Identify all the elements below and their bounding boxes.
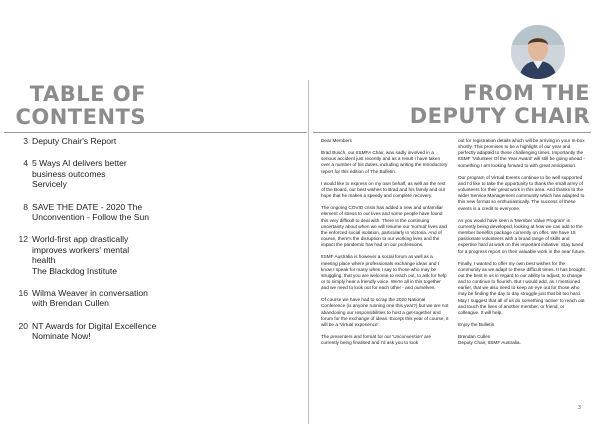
article-column-1 bbox=[321, 138, 449, 352]
toc-title-line-1: TABLE OF bbox=[29, 82, 146, 106]
toc-entry[interactable] bbox=[4, 136, 304, 146]
person-icon bbox=[511, 25, 565, 79]
toc-page-number: 3 bbox=[23, 136, 28, 146]
paragraph: The presenters and format for our 'Unconvention' are currently being finalised and I'd ask you to look bbox=[321, 334, 431, 346]
toc-entry-text bbox=[32, 321, 304, 342]
toc-entry-line: with Brendan Cullen bbox=[32, 298, 109, 309]
toc-page-number: 12 bbox=[18, 234, 28, 245]
toc-page-number: 16 bbox=[18, 288, 28, 299]
paragraph: I would like to express on my own behalf, as well as the rest of the Board, our best wishes to Brad and his family and our hope that he makes a speedy and complete recovery. bbox=[321, 180, 446, 199]
toc-entry-line: 5 Ways AI delivers better bbox=[32, 158, 127, 169]
portrait-photo bbox=[511, 25, 565, 79]
toc-entry-line: The Blackdog Institute bbox=[32, 265, 118, 276]
toc-entry-line: Deputy Chair's Report bbox=[32, 136, 117, 146]
toc-entry-line: NT Awards for Digital Excellence bbox=[32, 320, 157, 331]
paragraph: As you would have seen a 'Member Value Program' is currently being developed, looking at how we can add to the member benefits package currently on offer. We have 15 passionate volunteers with a broad range of skills and expertise hard at work on this important initiative. Stay tuned for a progress report on their valuable work in the near future. bbox=[458, 217, 586, 254]
toc-page-number: 4 bbox=[23, 158, 28, 169]
paragraph: Enjoy the Bulletin. bbox=[458, 322, 496, 328]
toc-entry-text bbox=[32, 288, 304, 309]
toc-entry[interactable] bbox=[4, 158, 304, 189]
paragraph: Our program of Virtual Events continue to be well supported and I'd like to take the opportunity to thank the small army of volunteers for their great work in this area. And thanks to the wider Service Management community which has adapted to this new format so enthusiastically. The success of these events is a credit to everyone. bbox=[458, 174, 585, 211]
paragraph: out for registration details which will be arriving in your In-box shortly. This promises to be a highlight of our year and perfectly adapted to these challenging times. Importantly the ItSMF 'Volunteer Of the Year Award' will still be going ahead - something I am looking forward to with great anticipation. bbox=[458, 138, 585, 168]
toc-page-number: 8 bbox=[23, 201, 28, 212]
paragraph: Brad Busch, our ItSMFA Chair, was sadly involved in a serious accident just recently and as a result I have taken over a number of his duties, including writing the Introductory report for this edition of The Bulletin. bbox=[321, 150, 448, 174]
toc-entry-line: health bbox=[32, 255, 56, 266]
toc-entry-text bbox=[32, 136, 304, 146]
paragraph: The ongoing COVID crisis has added a new and unfamiliar element of stress to our lives and some people have found this very difficult to deal with. There is the continuing uncertainty about when we will resume our 'normal' lives and the enforced social isolation, particularly in Victoria. And of course, there's the disruption to our working lives and the impact the pandemic has had on our professions. bbox=[321, 205, 447, 248]
toc-page-number: 20 bbox=[18, 320, 28, 331]
paragraph: ItSMF Australia is however a social forum as well as a meeting place where professionals exchange ideas and I know I speak for many when I say to those who may be struggling, that you are welcome to reach out, to ask for help or to simply hear a friendly voice. We're all in this together and we need to look out for each other - and ourselves. bbox=[321, 254, 447, 291]
toc-entry-line: Unconvention - Follow the Sun bbox=[32, 212, 150, 223]
paragraph: Dear Members bbox=[321, 138, 352, 143]
article-title-line-2: DEPUTY CHAIR bbox=[409, 104, 590, 128]
article-title bbox=[312, 82, 590, 128]
toc-list bbox=[4, 136, 304, 354]
toc-title-line-2: CONTENTS bbox=[15, 105, 146, 129]
toc-entry[interactable] bbox=[4, 321, 304, 342]
toc-entry-text bbox=[32, 158, 304, 189]
column-divider bbox=[308, 80, 309, 424]
toc-entry-line: business outcomes bbox=[32, 168, 106, 179]
toc-title bbox=[4, 83, 146, 129]
toc-entry-text bbox=[32, 234, 304, 276]
article-divider bbox=[313, 132, 591, 133]
signature-block: Brendan Cullen Deputy Chair, ItSMF Australia. bbox=[458, 334, 521, 346]
paragraph: Finally, I wanted to offer my own best wishes for the community as we adapt to these difficult times. It has brought out the best in us in regard to our ability to adjust, to change and to continue to flourish. But I would add, as I mentioned earlier, that we also need to keep an eye out for those who may be finding the day to day struggle just that bit too hard. May I suggest that all of us do something 'active' to reach out and touch the lives of another member, or friend, or colleague. It will help. bbox=[458, 260, 585, 315]
toc-entry[interactable] bbox=[4, 202, 304, 223]
paragraph: Of course we have had to scrap the 2020 National Conference (is anyone running one this year?) but we are not abandoning our responsibilities to host a get-together and forum for the exchange of ideas. Except this year of course, it will be a 'Virtual experience'. bbox=[321, 297, 449, 327]
page-number: 3 bbox=[578, 405, 581, 411]
toc-entry-line: World-first app drastically bbox=[32, 234, 129, 245]
toc-entry-line: Servicely bbox=[32, 179, 67, 190]
toc-entry[interactable] bbox=[4, 234, 304, 276]
article-column-2 bbox=[458, 138, 586, 353]
toc-entry-line: Nominate Now! bbox=[32, 331, 91, 342]
article-title-line-1: FROM THE bbox=[463, 81, 590, 105]
toc-entry-line: SAVE THE DATE - 2020 The bbox=[32, 201, 143, 212]
toc-divider bbox=[4, 132, 307, 133]
toc-entry-line: Wilma Weaver in conversation bbox=[32, 288, 148, 299]
toc-entry-line: improves workers' mental bbox=[32, 244, 130, 255]
toc-entry-text bbox=[32, 202, 304, 223]
toc-entry[interactable] bbox=[4, 288, 304, 309]
